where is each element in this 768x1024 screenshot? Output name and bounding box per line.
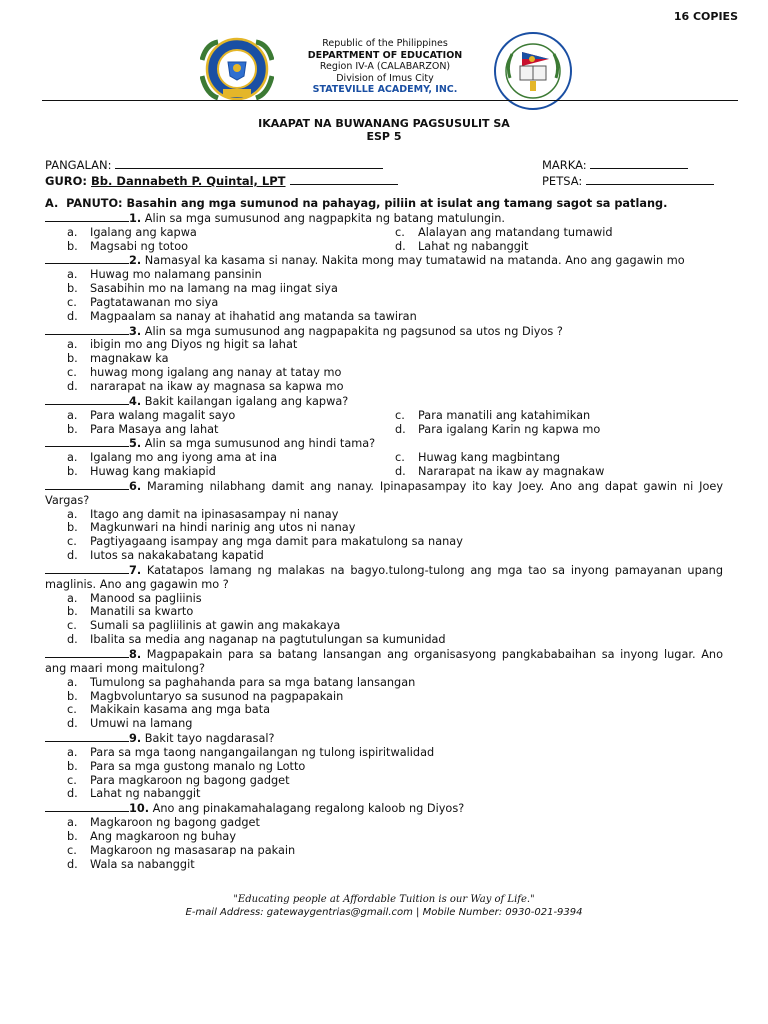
choice-option[interactable] [67, 240, 395, 254]
choice-letter: b. [67, 282, 78, 296]
choice-option[interactable] [67, 717, 723, 731]
question-number: 8. [129, 648, 142, 661]
choice-text: Makikain kasama ang mga bata [90, 703, 271, 717]
name-label: PANGALAN: [45, 158, 112, 172]
choice-option[interactable] [67, 676, 723, 690]
choice-text: Ibalita sa media ang naganap na pagtutulungan sa kumunidad [90, 633, 446, 647]
question-item [45, 211, 723, 254]
choice-text: Magbvoluntaryo sa susunod na pagpapakain [90, 689, 344, 703]
choice-text: magnakaw ka [90, 352, 169, 366]
question-text: Magpapakain para sa batang lansangan ang organisasyong pangkababaihan sa inyong lugar. Ano ang maari mong maitulong? [45, 648, 723, 675]
choice-letter: b. [67, 759, 78, 773]
question-stem [45, 647, 723, 676]
agency-block [270, 38, 500, 96]
choice-text: nararapat na ikaw ay magnasa sa kapwa mo [90, 379, 344, 393]
instructions-text: PANUTO: Basahin ang mga sumunod na pahayag, piliin at isulat ang tamang sagot sa patlang. [66, 197, 668, 210]
choice-letter: c. [67, 703, 77, 717]
answer-blank[interactable] [45, 394, 129, 405]
choice-letter: c. [67, 773, 77, 787]
choice-letter: c. [395, 408, 405, 422]
choice-letter: a. [67, 591, 78, 605]
choice-option[interactable] [67, 746, 723, 760]
copies-label: 16 COPIES [673, 10, 738, 23]
grade-field[interactable] [590, 157, 688, 169]
choice-option[interactable] [395, 451, 723, 465]
choice-text: Para sa mga gustong manalo ng Lotto [90, 759, 306, 773]
grade-label: MARKA: [542, 158, 587, 172]
answer-blank[interactable] [45, 436, 129, 447]
question-number: 6. [129, 479, 142, 493]
choice-text: Tumulong sa paghahanda para sa mga batang lansangan [90, 675, 416, 689]
question-stem [45, 324, 723, 339]
question-item [45, 436, 723, 479]
letterhead [0, 28, 768, 100]
choice-text: Para walang magalit sayo [90, 408, 236, 422]
choice-text: Magkaroon ng bagong gadget [90, 816, 260, 830]
choice-letter: a. [67, 507, 78, 521]
school-name: STATEVILLE ACADEMY, INC. [312, 84, 458, 95]
question-number: 3. [129, 324, 142, 338]
choice-text: Pagtatawanan mo siya [90, 295, 219, 309]
choice-text: Nararapat na ikaw ay magnakaw [418, 465, 605, 479]
question-item [45, 394, 723, 437]
choice-option[interactable] [67, 338, 723, 352]
choice-letter: a. [67, 675, 78, 689]
choice-option[interactable] [67, 760, 723, 774]
choice-option[interactable] [67, 592, 723, 606]
choice-letter: a. [67, 225, 78, 239]
student-info-fields [45, 157, 723, 189]
choice-text: Para igalang Karin ng kapwa mo [418, 422, 601, 436]
answer-blank[interactable] [45, 253, 129, 264]
question-stem [45, 436, 723, 451]
choice-letter: b. [67, 352, 78, 366]
question-number: 2. [129, 254, 142, 268]
choice-text: Para Masaya ang lahat [90, 422, 219, 436]
choice-letter: b. [67, 605, 78, 619]
choice-letter: a. [67, 816, 78, 830]
question-stem [45, 563, 723, 592]
choice-letter: d. [395, 239, 406, 253]
question-stem [45, 801, 723, 816]
choice-row [67, 409, 723, 423]
exam-title-line1: IKAAPAT NA BUWANANG PAGSUSULIT SA [258, 117, 510, 130]
choice-option[interactable] [67, 310, 723, 324]
name-field[interactable] [115, 157, 383, 169]
question-list [45, 211, 723, 872]
choice-option[interactable] [395, 240, 723, 254]
choice-text: Sumali sa pagliilinis at gawin ang makakaya [90, 619, 341, 633]
answer-blank[interactable] [45, 647, 129, 658]
teacher-underline [290, 173, 398, 185]
question-item [45, 253, 723, 323]
choice-text: ibigin mo ang Diyos ng higit sa lahat [90, 338, 298, 352]
choice-option[interactable] [67, 296, 723, 310]
choice-list [45, 226, 723, 254]
teacher-label: GURO: [45, 174, 88, 188]
answer-blank[interactable] [45, 324, 129, 335]
question-text: Ano ang pinakamahalagang regalong kaloob ng Diyos? [152, 802, 465, 816]
choice-letter: d. [67, 309, 78, 323]
question-number: 1. [129, 211, 142, 225]
choice-letter: a. [67, 745, 78, 759]
choice-option[interactable] [67, 787, 723, 801]
instructions [45, 197, 723, 211]
question-stem [45, 731, 723, 746]
choice-text: Itago ang damit na ipinasasampay ni nanay [90, 507, 339, 521]
question-item [45, 731, 723, 801]
choice-text: Igalang ang kapwa [90, 225, 197, 239]
date-field[interactable] [586, 173, 714, 185]
answer-blank[interactable] [45, 479, 129, 490]
choice-text: Alalayan ang matandang tumawid [418, 225, 613, 239]
choice-letter: c. [67, 366, 77, 380]
choice-letter: d. [67, 787, 78, 801]
choice-letter: b. [67, 422, 78, 436]
choice-option[interactable] [395, 423, 723, 437]
school-seal-logo [200, 36, 274, 102]
exam-title-line2: ESP 5 [366, 130, 402, 143]
region-line: Region IV-A (CALABARZON) [319, 61, 451, 72]
choice-letter: c. [67, 619, 77, 633]
choice-row [67, 240, 723, 254]
choice-text: Sasabihin mo na lamang na mag iingat siya [90, 282, 338, 296]
choice-letter: a. [67, 451, 78, 465]
question-stem [45, 394, 723, 409]
choice-text: Magkunwari na hindi narinig ang utos ni nanay [90, 521, 356, 535]
choice-text: Huwag mo nalamang pansinin [90, 268, 262, 282]
choice-option[interactable] [67, 830, 723, 844]
choice-list [45, 592, 723, 647]
answer-blank[interactable] [45, 211, 129, 222]
choice-letter: c. [67, 535, 77, 549]
choice-option[interactable] [67, 451, 395, 465]
question-stem [45, 253, 723, 268]
exam-body [45, 197, 723, 872]
choice-list [45, 816, 723, 871]
choice-list [45, 746, 723, 801]
question-text: Namasyal ka kasama si nanay. Nakita mong may tumatawid na matanda. Ano ang gagawin mo [144, 254, 685, 268]
contact-info: E-mail Address: gatewaygentrias@gmail.com | Mobile Number: 0930-021-9394 [185, 907, 583, 918]
question-number: 4. [129, 394, 142, 408]
choice-row [67, 451, 723, 465]
choice-option[interactable] [67, 535, 723, 549]
answer-blank[interactable] [45, 563, 129, 574]
choice-option[interactable] [67, 282, 723, 296]
choice-text: Lahat ng nabanggit [418, 239, 529, 253]
question-text: Alin sa mga sumusunod ang nagpapakita ng pagsunod sa utos ng Diyos ? [144, 324, 563, 338]
choice-letter: a. [67, 408, 78, 422]
teacher-name: Bb. Dannabeth P. Quintal, LPT [91, 174, 286, 188]
choice-letter: b. [67, 829, 78, 843]
choice-letter: a. [67, 338, 78, 352]
choice-text: Manood sa pagliinis [90, 591, 202, 605]
exam-title [0, 117, 768, 143]
choice-option[interactable] [395, 409, 723, 423]
choice-letter: d. [67, 633, 78, 647]
choice-text: Iutos sa nakakabatang kapatid [90, 549, 264, 563]
choice-letter: c. [67, 843, 77, 857]
choice-letter: d. [395, 422, 406, 436]
choice-option[interactable] [67, 633, 723, 647]
choice-option[interactable] [67, 366, 723, 380]
choice-text: Huwag kang makiapid [90, 465, 216, 479]
choice-option[interactable] [395, 465, 723, 479]
choice-text: Ang magkaroon ng buhay [90, 829, 237, 843]
choice-text: Magpaalam sa nanay at ihahatid ang matanda sa tawiran [90, 309, 417, 323]
question-stem [45, 211, 723, 226]
question-text: Bakit kailangan igalang ang kapwa? [144, 394, 349, 408]
choice-option[interactable] [67, 521, 723, 535]
question-text: Alin sa mga sumusunod ang hindi tama? [144, 437, 376, 451]
question-item [45, 801, 723, 871]
choice-option[interactable] [67, 619, 723, 633]
choice-option[interactable] [67, 268, 723, 282]
question-item [45, 563, 723, 647]
question-item [45, 647, 723, 731]
republic-line: Republic of the Philippines [322, 38, 448, 49]
choice-list [45, 451, 723, 479]
choice-text: Umuwi na lamang [90, 717, 193, 731]
department-line: DEPARTMENT OF EDUCATION [307, 49, 463, 61]
choice-option[interactable] [67, 605, 723, 619]
choice-letter: d. [67, 717, 78, 731]
choice-letter: c. [395, 225, 405, 239]
choice-option[interactable] [67, 409, 395, 423]
question-number: 10. [129, 802, 150, 816]
choice-row [67, 465, 723, 479]
choice-option[interactable] [67, 690, 723, 704]
question-stem [45, 479, 723, 508]
header-rule [42, 100, 738, 101]
date-label: PETSA: [542, 174, 583, 188]
division-line: Division of Imus City [336, 72, 434, 84]
choice-letter: d. [67, 857, 78, 871]
question-number: 9. [129, 732, 142, 746]
choice-letter: b. [67, 465, 78, 479]
choice-text: huwag mong igalang ang nanay at tatay mo [90, 366, 342, 380]
question-item [45, 479, 723, 563]
question-item [45, 324, 723, 394]
choice-option[interactable] [67, 816, 723, 830]
choice-letter: b. [67, 689, 78, 703]
choice-text: Para magkaroon ng bagong gadget [90, 773, 290, 787]
choice-text: Magkaroon ng masasarap na pakain [90, 843, 296, 857]
choice-option[interactable] [67, 549, 723, 563]
choice-letter: b. [67, 521, 78, 535]
question-number: 5. [129, 437, 142, 451]
choice-option[interactable] [67, 423, 395, 437]
choice-option[interactable] [67, 465, 395, 479]
question-text: Bakit tayo nagdarasal? [144, 732, 275, 746]
choice-option[interactable] [67, 380, 723, 394]
choice-option[interactable] [67, 226, 395, 240]
choice-letter: b. [67, 239, 78, 253]
choice-row [67, 226, 723, 240]
choice-text: Wala sa nabanggit [90, 857, 195, 871]
choice-list [45, 409, 723, 437]
answer-blank[interactable] [45, 731, 129, 742]
choice-list [45, 268, 723, 323]
choice-option[interactable] [67, 774, 723, 788]
question-number: 7. [129, 563, 142, 577]
choice-option[interactable] [67, 703, 723, 717]
choice-option[interactable] [395, 226, 723, 240]
question-text: Katatapos lamang ng malakas na bagyo.tulong-tulong ang mga tao sa inyong pamayanan upang maglinis. Ano ang gagawin mo ? [45, 563, 723, 591]
choice-letter: d. [67, 549, 78, 563]
choice-text: Manatili sa kwarto [90, 605, 194, 619]
choice-letter: d. [67, 379, 78, 393]
choice-text: Pagtiyagaang isampay ang mga damit para makatulong sa nanay [90, 535, 463, 549]
choice-letter: a. [67, 268, 78, 282]
choice-text: Huwag kang magbintang [418, 451, 561, 465]
choice-option[interactable] [67, 352, 723, 366]
choice-letter: c. [67, 295, 77, 309]
question-text: Maraming nilabhang damit ang nanay. Ipinapasampay ito kay Joey. Ano ang dapat gawin ni Joey Vargas? [45, 479, 723, 507]
choice-list [45, 508, 723, 563]
choice-text: Magsabi ng totoo [90, 239, 189, 253]
choice-text: Para manatili ang katahimikan [418, 408, 591, 422]
choice-letter: d. [395, 465, 406, 479]
choice-list [45, 338, 723, 393]
choice-text: Igalang mo ang iyong ama at ina [90, 451, 278, 465]
choice-row [67, 423, 723, 437]
school-motto: "Educating people at Affordable Tuition is our Way of Life." [233, 894, 535, 905]
choice-option[interactable] [67, 858, 723, 872]
choice-option[interactable] [67, 508, 723, 522]
choice-text: Lahat ng nabanggit [90, 787, 201, 801]
choice-option[interactable] [67, 844, 723, 858]
choice-list [45, 676, 723, 731]
instructions-letter: A. [45, 197, 59, 210]
question-text: Alin sa mga sumusunod ang nagpapkita ng batang matulungin. [144, 211, 505, 225]
choice-text: Para sa mga taong nangangailangan ng tulong ispiritwalidad [90, 745, 435, 759]
answer-blank[interactable] [45, 801, 129, 812]
choice-letter: c. [395, 451, 405, 465]
